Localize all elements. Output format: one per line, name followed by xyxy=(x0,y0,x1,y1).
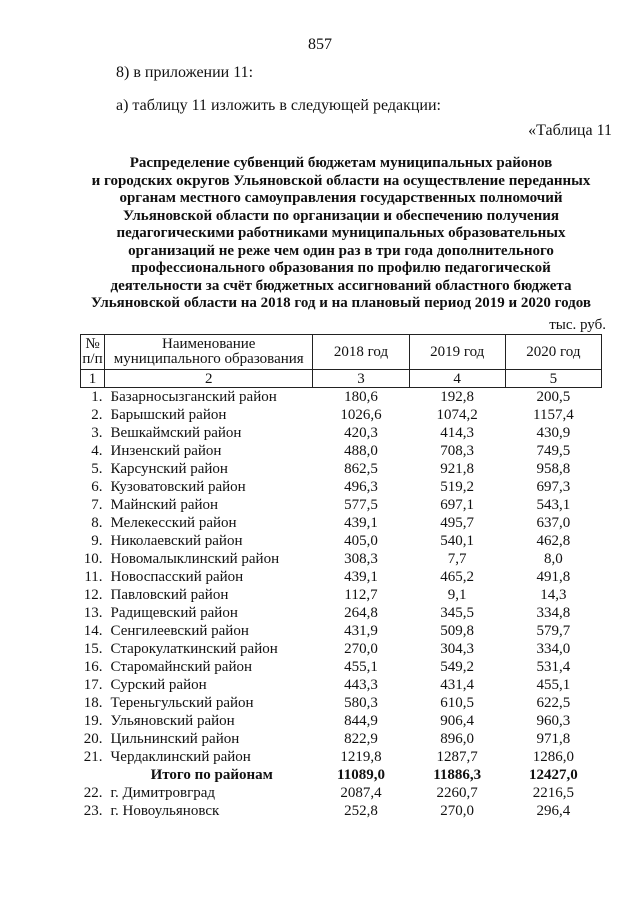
value-2018: 2087,4 xyxy=(340,785,382,801)
row-number xyxy=(81,766,105,784)
value-2019: 610,5 xyxy=(440,695,475,711)
municipality-name: Мелекесский район xyxy=(110,515,237,531)
row-number: 19. xyxy=(83,713,103,729)
table-row xyxy=(81,406,602,424)
row-number: 23. xyxy=(83,803,103,819)
title-line: Ульяновской области по организации и обеспечению получения xyxy=(123,207,559,224)
row-number: 18. xyxy=(83,695,103,711)
header-num-line: п/п xyxy=(82,351,103,367)
row-number: 12. xyxy=(83,587,103,603)
municipality-name: Ульяновский район xyxy=(110,713,235,729)
row-number: 17. xyxy=(83,677,103,693)
value-2020: 334,0 xyxy=(536,641,571,657)
value-2018: 496,3 xyxy=(344,479,378,495)
municipality-name: Цильнинский район xyxy=(110,731,240,747)
municipality-name: г. Димитровград xyxy=(110,785,216,801)
municipality-name: Тереньгульский район xyxy=(110,695,254,711)
value-2018: 308,3 xyxy=(344,551,378,567)
title-line: Ульяновской области на 2018 год и на плановый период 2019 и 2020 годов xyxy=(91,295,591,311)
header-2019: 2019 год xyxy=(409,335,505,370)
table-row xyxy=(81,550,602,568)
row-number: 3. xyxy=(91,425,103,441)
value-2019: 549,2 xyxy=(440,659,475,675)
table-row xyxy=(81,478,602,496)
value-2019: 509,8 xyxy=(440,623,475,639)
value-2020: 1286,0 xyxy=(532,749,574,765)
value-2019: 697,1 xyxy=(440,497,475,513)
municipality-name: Итого по районам xyxy=(150,767,273,783)
table-row xyxy=(81,694,602,712)
table-row xyxy=(81,730,602,748)
value-2020: 960,3 xyxy=(536,713,571,729)
municipality-name: Павловский район xyxy=(110,587,229,603)
municipality-name: Старомайнский район xyxy=(110,659,253,675)
municipality-name: Новоспасский район xyxy=(110,569,244,585)
subvention-table xyxy=(80,334,602,820)
municipality-name: Старокулаткинский район xyxy=(110,641,278,657)
value-2019: 896,0 xyxy=(440,731,475,747)
value-2019: 708,3 xyxy=(440,443,475,459)
value-2020: 2216,5 xyxy=(532,785,574,801)
row-number: 9. xyxy=(91,533,103,549)
table-body xyxy=(81,388,602,821)
column-number-row xyxy=(81,370,602,388)
table-title xyxy=(56,155,626,313)
table-total-row xyxy=(81,766,602,784)
row-number: 11. xyxy=(84,569,103,585)
column-number: 5 xyxy=(505,370,601,388)
table-row xyxy=(81,388,602,407)
municipality-name: Барышский район xyxy=(110,407,227,423)
value-2019: 465,2 xyxy=(440,569,475,585)
page-number: 857 xyxy=(308,36,332,53)
row-number: 7. xyxy=(91,497,103,513)
municipality-name: Майнский район xyxy=(110,497,219,513)
value-2020: 296,4 xyxy=(536,803,571,819)
value-2020: 462,8 xyxy=(536,533,571,549)
table-row xyxy=(81,784,602,802)
unit-label: тыс. руб. xyxy=(549,317,606,333)
value-2020: 971,8 xyxy=(536,731,571,747)
row-number: 4. xyxy=(91,443,103,459)
municipality-name: Базарносызганский район xyxy=(110,389,277,405)
value-2018: 577,5 xyxy=(344,497,378,513)
table-row xyxy=(81,622,602,640)
header-2018: 2018 год xyxy=(313,335,409,370)
table-row xyxy=(81,442,602,460)
value-2019: 906,4 xyxy=(440,713,475,729)
value-2020: 14,3 xyxy=(540,587,567,603)
value-2018: 822,9 xyxy=(344,731,378,747)
value-2018: 455,1 xyxy=(344,659,378,675)
table-row xyxy=(81,514,602,532)
value-2020: 1157,4 xyxy=(533,407,574,423)
row-number: 8. xyxy=(91,515,103,531)
value-2019: 192,8 xyxy=(440,389,475,405)
row-number: 20. xyxy=(83,731,103,747)
value-2020: 8,0 xyxy=(544,551,563,567)
value-2019: 11886,3 xyxy=(433,767,482,783)
row-number: 13. xyxy=(83,605,103,621)
row-number: 1. xyxy=(91,389,103,405)
municipality-name: Николаевский район xyxy=(110,533,243,549)
value-2018: 439,1 xyxy=(344,569,378,585)
value-2018: 431,9 xyxy=(344,623,378,639)
value-2019: 7,7 xyxy=(447,551,467,567)
header-name-line: муниципального образования xyxy=(113,351,304,367)
column-number: 2 xyxy=(105,370,313,388)
value-2018: 405,0 xyxy=(344,533,378,549)
value-2019: 921,8 xyxy=(440,461,475,477)
paragraph-appendix: 8) в приложении 11: xyxy=(116,64,254,81)
title-line: Распределение субвенций бюджетам муниципальных районов xyxy=(129,155,553,171)
header-name xyxy=(105,335,313,370)
value-2020: 637,0 xyxy=(536,515,571,531)
value-2019: 270,0 xyxy=(440,803,475,819)
table-row xyxy=(81,586,602,604)
value-2018: 844,9 xyxy=(344,713,378,729)
table-row xyxy=(81,460,602,478)
table-row xyxy=(81,496,602,514)
municipality-name: Карсунский район xyxy=(110,461,228,477)
municipality-name: г. Новоульяновск xyxy=(110,803,220,819)
municipality-name: Чердаклинский район xyxy=(110,749,251,765)
table-header-row xyxy=(81,335,602,370)
value-2020: 455,1 xyxy=(536,677,571,693)
row-number: 21. xyxy=(83,749,103,765)
paragraph-table-instruction: а) таблицу 11 изложить в следующей редакции: xyxy=(116,97,441,114)
value-2020: 958,8 xyxy=(536,461,571,477)
value-2020: 430,9 xyxy=(536,425,571,441)
municipality-name: Инзенский район xyxy=(110,443,222,459)
value-2020: 334,8 xyxy=(536,605,571,621)
municipality-name: Вешкаймский район xyxy=(110,425,242,441)
value-2018: 443,3 xyxy=(344,677,378,693)
value-2020: 622,5 xyxy=(536,695,571,711)
value-2018: 112,7 xyxy=(344,587,378,603)
value-2018: 420,3 xyxy=(344,425,378,441)
value-2019: 2260,7 xyxy=(436,785,478,801)
column-number: 3 xyxy=(313,370,409,388)
row-number: 15. xyxy=(83,641,103,657)
row-number: 2. xyxy=(91,407,103,423)
value-2019: 540,1 xyxy=(440,533,475,549)
value-2019: 519,2 xyxy=(440,479,475,495)
value-2018: 488,0 xyxy=(344,443,378,459)
header-name-line: Наименование xyxy=(162,336,256,352)
table-label: «Таблица 11 xyxy=(528,122,612,139)
table-row xyxy=(81,712,602,730)
table-row xyxy=(81,568,602,586)
value-2020: 543,1 xyxy=(536,497,571,513)
value-2020: 200,5 xyxy=(536,389,571,405)
municipality-name: Новомалыклинский район xyxy=(110,551,280,567)
value-2018: 270,0 xyxy=(344,641,378,657)
value-2020: 579,7 xyxy=(536,623,571,639)
title-line: органам местного самоуправления государственных полномочий xyxy=(119,190,563,206)
value-2018: 180,6 xyxy=(344,389,378,405)
header-num-line: № xyxy=(85,336,100,352)
row-number: 6. xyxy=(91,479,103,495)
value-2018: 252,8 xyxy=(344,803,378,819)
column-number: 4 xyxy=(409,370,505,388)
title-line: деятельности за счёт бюджетных ассигнований областного бюджета xyxy=(110,277,572,294)
header-num xyxy=(81,335,105,370)
municipality-name: Сенгилеевский район xyxy=(110,623,249,639)
header-2020: 2020 год xyxy=(505,335,601,370)
value-2018: 1219,8 xyxy=(340,749,382,765)
value-2019: 1074,2 xyxy=(436,407,478,423)
value-2020: 697,3 xyxy=(536,479,571,495)
value-2018: 1026,6 xyxy=(340,407,382,423)
value-2019: 495,7 xyxy=(440,515,475,531)
value-2019: 414,3 xyxy=(440,425,475,441)
table-row xyxy=(81,676,602,694)
value-2020: 531,4 xyxy=(536,659,571,675)
title-line: и городских округов Ульяновской области на осуществление переданных xyxy=(91,172,591,189)
municipality-name: Радищевский район xyxy=(110,605,238,621)
title-line: педагогическими работниками муниципальных образовательных xyxy=(116,225,566,241)
table-row xyxy=(81,604,602,622)
value-2018: 439,1 xyxy=(344,515,378,531)
table-row xyxy=(81,424,602,442)
value-2018: 862,5 xyxy=(344,461,378,477)
value-2019: 9,1 xyxy=(447,587,467,603)
municipality-name: Сурский район xyxy=(110,677,207,693)
row-number: 16. xyxy=(83,659,103,675)
value-2019: 431,4 xyxy=(440,677,475,693)
value-2018: 580,3 xyxy=(344,695,378,711)
value-2019: 304,3 xyxy=(440,641,475,657)
table-row xyxy=(81,802,602,820)
column-number: 1 xyxy=(81,370,105,388)
municipality-name: Кузоватовский район xyxy=(110,479,246,495)
table-row xyxy=(81,658,602,676)
value-2018: 11089,0 xyxy=(337,767,385,783)
value-2019: 345,5 xyxy=(440,605,475,621)
title-line: профессионального образования по профилю педагогической xyxy=(131,260,551,276)
row-number: 5. xyxy=(91,461,103,477)
value-2019: 1287,7 xyxy=(436,749,478,765)
value-2020: 749,5 xyxy=(536,443,571,459)
table-row xyxy=(81,532,602,550)
title-line: организаций не реже чем один раз в три года дополнительного xyxy=(128,242,554,259)
value-2018: 264,8 xyxy=(344,605,378,621)
table-row xyxy=(81,640,602,658)
value-2020: 491,8 xyxy=(536,569,571,585)
row-number: 14. xyxy=(83,623,103,639)
table-row xyxy=(81,748,602,766)
row-number: 10. xyxy=(83,551,103,567)
row-number: 22. xyxy=(83,785,103,801)
value-2020: 12427,0 xyxy=(529,767,578,783)
